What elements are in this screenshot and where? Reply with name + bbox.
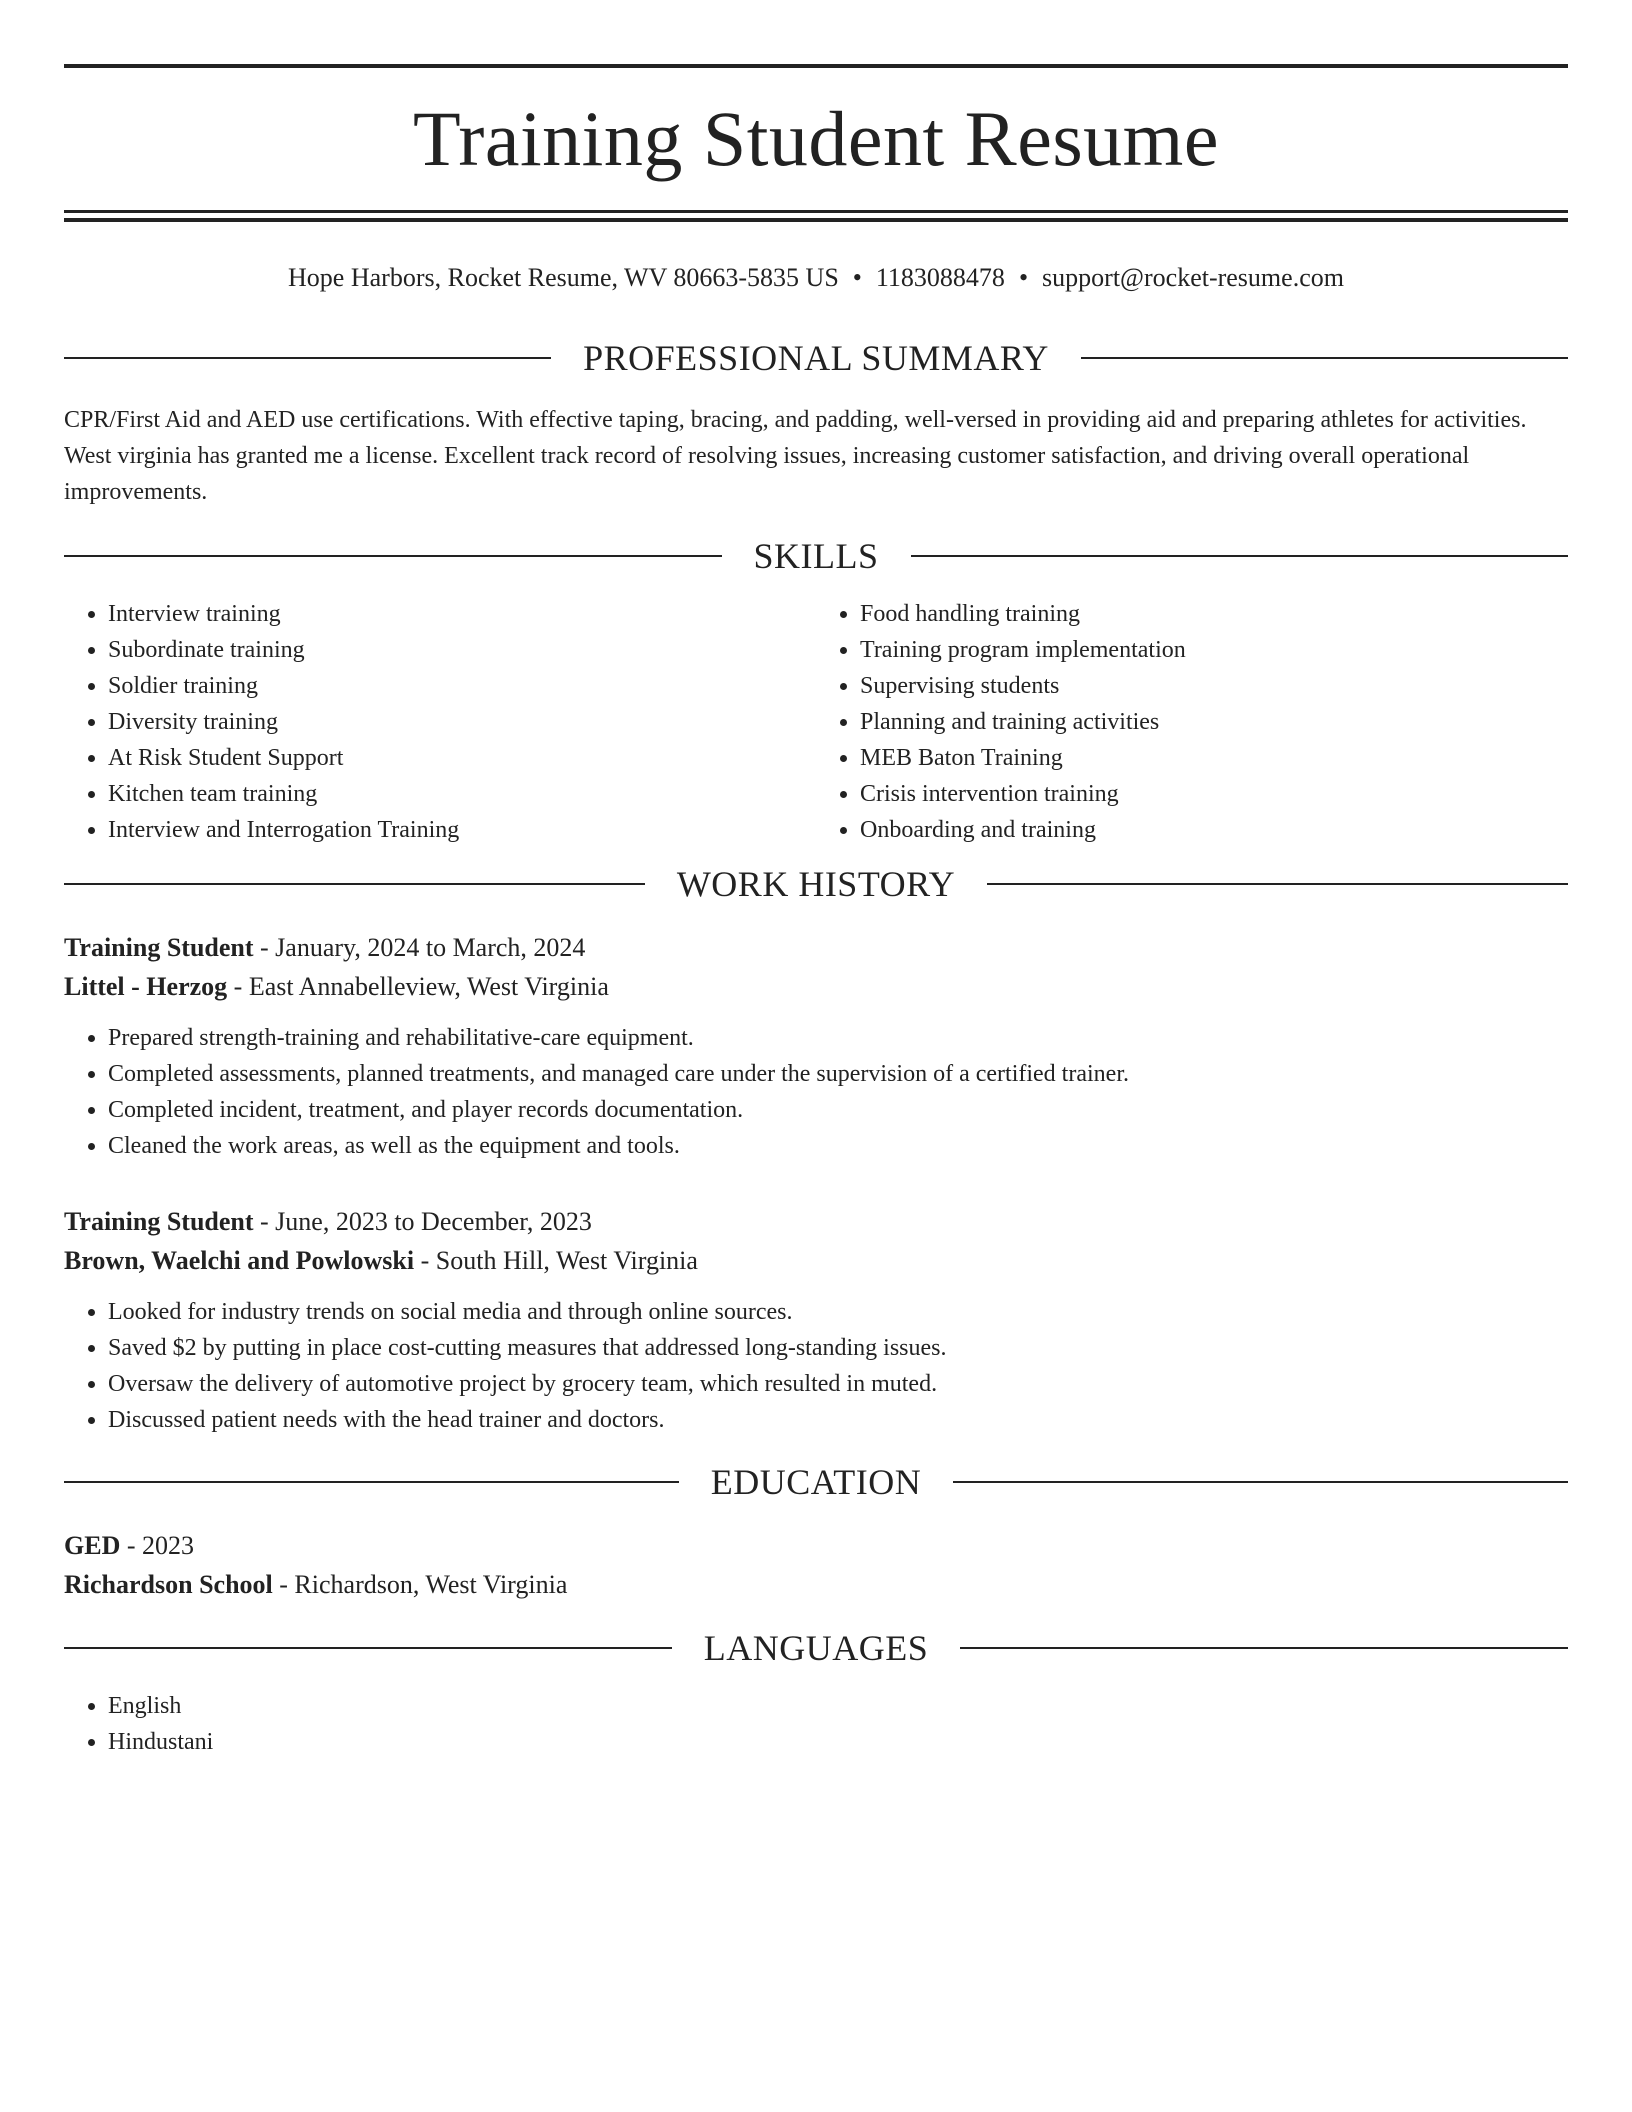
job-title-line (64, 1202, 1568, 1241)
skills-list (64, 596, 1568, 848)
summary-text: CPR/First Aid and AED use certifications. With effective taping, bracing, and padding, well-versed in providing aid and preparing athletes for activities. West virginia has granted me a license. Excellent track record of resolving issues, increasing customer satisfaction, and driving overall operational improvements. (64, 407, 1527, 505)
language-item: • Hindustani (108, 1724, 1568, 1760)
section-rule (911, 555, 1569, 557)
job-title: Training Student (64, 933, 254, 962)
contact-separator: • (1018, 263, 1029, 292)
education-entry (64, 1526, 1568, 1604)
job-company: Littel - Herzog (64, 972, 228, 1001)
job-entry (64, 1202, 1568, 1438)
job-duty: • Discussed patient needs with the head trainer and doctors. (108, 1402, 1568, 1438)
skill-item: • Training program implementation (860, 632, 1568, 668)
education-school: Richardson School (64, 1570, 273, 1599)
skill-item: • Kitchen team training (108, 776, 816, 812)
job-duty: • Cleaned the work areas, as well as the equipment and tools. (108, 1128, 1568, 1164)
contact-address: Hope Harbors, Rocket Resume, WV 80663-5835 US (288, 263, 839, 292)
skill-item: • Food handling training (860, 596, 1568, 632)
section-header-languages (64, 1630, 1568, 1666)
section-rule (1081, 357, 1568, 359)
education-degree: GED (64, 1531, 121, 1560)
section-rule (64, 357, 551, 359)
languages-items (64, 1688, 1568, 1760)
skill-item: • Interview and Interrogation Training (108, 812, 816, 848)
skill-item: • MEB Baton Training (860, 740, 1568, 776)
language-item: • English (108, 1688, 1568, 1724)
section-title-skills: SKILLS (753, 536, 879, 576)
section-title-education: EDUCATION (710, 1462, 922, 1502)
job-duty: • Looked for industry trends on social media and through online sources. (108, 1294, 1568, 1330)
job-title: Training Student (64, 1207, 254, 1236)
section-title-summary: PROFESSIONAL SUMMARY (583, 338, 1049, 378)
skill-item: • Soldier training (108, 668, 816, 704)
job-entry (64, 928, 1568, 1164)
job-company: Brown, Waelchi and Powlowski (64, 1246, 415, 1275)
section-title-languages: LANGUAGES (703, 1628, 929, 1668)
section-title-work-history: WORK HISTORY (676, 864, 956, 904)
job-company-line (64, 967, 1568, 1006)
job-dates: - June, 2023 to December, 2023 (253, 1207, 592, 1236)
section-header-education (64, 1464, 1568, 1500)
skill-item: • Planning and training activities (860, 704, 1568, 740)
section-rule (64, 883, 645, 885)
job-location: - South Hill, West Virginia (414, 1246, 698, 1275)
skill-item: • Interview training (108, 596, 816, 632)
education-school-line (64, 1565, 1568, 1604)
job-duties (64, 1294, 1568, 1438)
job-location: - East Annabelleview, West Virginia (227, 972, 609, 1001)
languages-list (64, 1688, 1568, 1760)
section-rule (64, 555, 722, 557)
title-double-rule (64, 210, 1568, 222)
skill-item: • Crisis intervention training (860, 776, 1568, 812)
section-rule (953, 1481, 1568, 1483)
contact-line (64, 258, 1568, 298)
job-duty: • Completed assessments, planned treatments, and managed care under the supervision of a certified trainer. (108, 1056, 1568, 1092)
contact-phone: 1183088478 (875, 263, 1005, 292)
section-rule (987, 883, 1568, 885)
skill-item: • At Risk Student Support (108, 740, 816, 776)
job-duty: • Prepared strength-training and rehabilitative-care equipment. (108, 1020, 1568, 1056)
section-header-skills (64, 538, 1568, 574)
job-dates: - January, 2024 to March, 2024 (253, 933, 586, 962)
job-duty: • Saved $2 by putting in place cost-cutting measures that addressed long-standing issues. (108, 1330, 1568, 1366)
job-duty: • Oversaw the delivery of automotive project by grocery team, which resulted in muted. (108, 1366, 1568, 1402)
section-rule (960, 1647, 1568, 1649)
job-company-line (64, 1241, 1568, 1280)
skills-column-right (816, 596, 1568, 848)
contact-separator: • (852, 263, 862, 292)
education-year: - 2023 (120, 1531, 195, 1560)
education-degree-line (64, 1526, 1568, 1565)
section-header-work-history (64, 866, 1568, 902)
job-title-line (64, 928, 1568, 967)
top-rule (64, 64, 1568, 68)
skill-item: • Onboarding and training (860, 812, 1568, 848)
section-rule (64, 1481, 679, 1483)
job-duty: • Completed incident, treatment, and player records documentation. (108, 1092, 1568, 1128)
skills-column-left (64, 596, 816, 848)
skill-item: • Diversity training (108, 704, 816, 740)
section-header-summary (64, 340, 1568, 376)
job-duties (64, 1020, 1568, 1164)
contact-email: support@rocket-resume.com (1042, 263, 1344, 292)
page-title: Training Student Resume (413, 95, 1219, 182)
skill-item: • Subordinate training (108, 632, 816, 668)
education-location: - Richardson, West Virginia (272, 1570, 568, 1599)
skill-item: • Supervising students (860, 668, 1568, 704)
section-rule (64, 1647, 672, 1649)
